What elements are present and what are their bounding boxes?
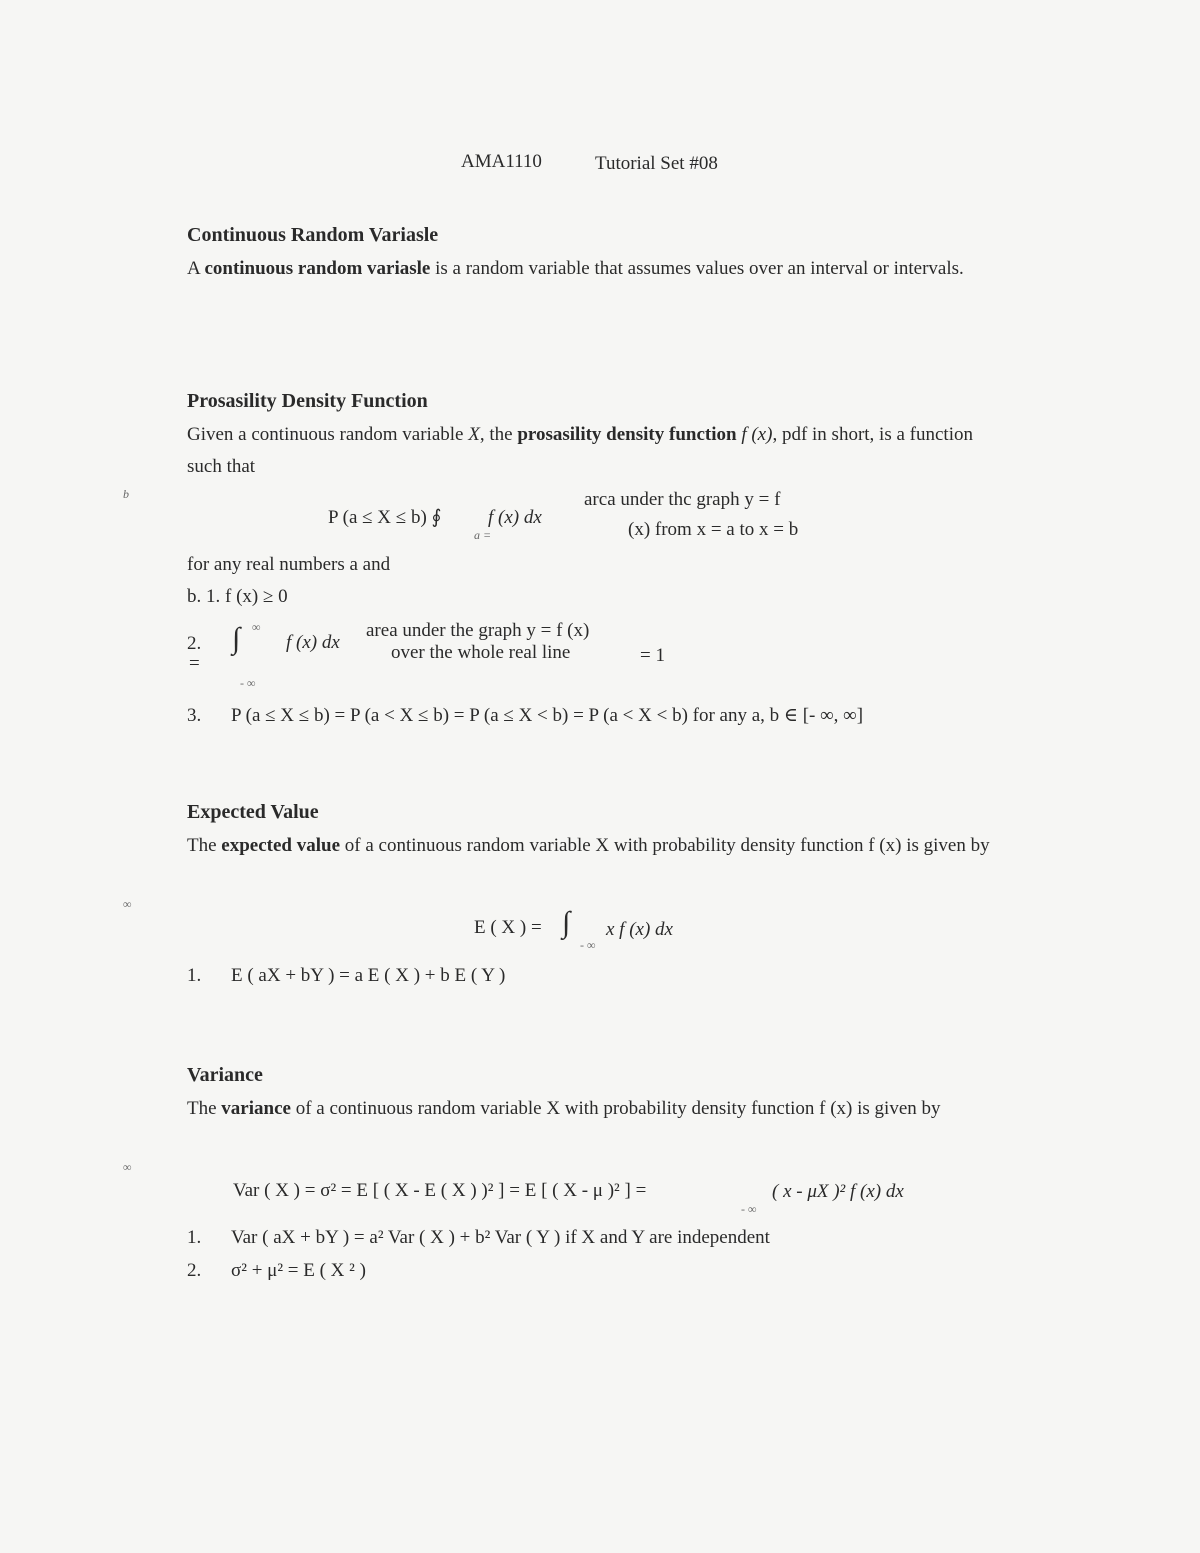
pdf-prop2-fx: f (x) dx xyxy=(286,632,340,653)
pdf-text-b: , the xyxy=(479,424,518,445)
pdf-formula-lhs: P (a ≤ X ≤ b) ∮ xyxy=(328,507,442,528)
ev-item-1: E ( aX + bY ) = a E ( X ) + b E ( Y ) xyxy=(231,965,506,986)
pdf-text-a: Given a continuous random variable xyxy=(187,424,469,445)
tutorial-set-title: Tutorial Set #08 xyxy=(595,153,718,174)
ev-formula-rhs: x f (x) dx xyxy=(606,919,673,940)
pdf-margin-mark: b xyxy=(123,487,129,501)
pdf-text-c: , pdf in short, is a function such that xyxy=(187,424,973,477)
crv-paragraph xyxy=(187,253,1037,285)
pdf-formula-limits: a = xyxy=(474,528,492,542)
ev-heading: Expected Value xyxy=(187,801,319,823)
pdf-heading: Prosasility Density Function xyxy=(187,390,428,412)
crv-heading: Continuous Random Variasle xyxy=(187,224,439,246)
crv-bold-term: continuous random variasle xyxy=(204,258,431,279)
ev-margin-mark: ∞ xyxy=(123,897,132,911)
pdf-bold-term: prosasility density function xyxy=(517,424,737,445)
var-bold-term: variance xyxy=(221,1098,291,1119)
pdf-for-any: for any real numbers a and xyxy=(187,554,391,575)
var-text-b: of a continuous random variable X with probability density function f (x) is given by xyxy=(290,1098,941,1119)
pdf-prop3-number: 3. xyxy=(187,705,202,726)
pdf-area-line1: arca under thc graph y = f xyxy=(584,489,781,510)
ev-integral-lower: - ∞ xyxy=(580,938,596,952)
pdf-prop2-area1: area under the graph y = f (x) xyxy=(366,620,590,641)
var-margin-mark: ∞ xyxy=(123,1160,132,1174)
var-integral-lower: - ∞ xyxy=(741,1202,757,1216)
var-item-2: σ² + μ² = E ( X ² ) xyxy=(231,1260,366,1281)
ev-formula-lhs: E ( X ) = xyxy=(474,917,542,938)
var-text-a: The xyxy=(187,1098,222,1119)
ev-text-a: The xyxy=(187,835,222,856)
var-item-1: Var ( aX + bY ) = a² Var ( X ) + b² Var ( Y ) if X and Y are independent xyxy=(231,1227,770,1248)
var-item2-number: 2. xyxy=(187,1260,202,1281)
integral-lower-limit: - ∞ xyxy=(240,676,256,690)
pdf-prop2-number: 2. xyxy=(187,633,202,654)
var-formula-rhs: ( x - μX )² f (x) dx xyxy=(772,1181,904,1202)
pdf-property-3: P (a ≤ X ≤ b) = P (a < X ≤ b) = P (a ≤ X < b) = P (a < X < b) for any a, b ∈ [- ∞, ∞] xyxy=(231,705,864,726)
pdf-prop2-value: = 1 xyxy=(640,645,665,666)
integral-upper-limit: ∞ xyxy=(252,620,261,634)
crv-text-a: A xyxy=(187,258,205,279)
pdf-property-1: b. 1. f (x) ≥ 0 xyxy=(187,586,288,607)
pdf-paragraph xyxy=(187,419,977,483)
var-paragraph xyxy=(187,1093,1037,1125)
ev-paragraph xyxy=(187,830,1037,862)
ev-bold-term: expected value xyxy=(221,835,341,856)
pdf-prop2-eq: = xyxy=(189,653,200,674)
integral-sign: ∫ xyxy=(232,622,241,655)
var-formula-lhs: Var ( X ) = σ² = E [ ( X - E ( X ) )² ] = E [ ( X - μ )² ] = xyxy=(233,1180,647,1201)
pdf-area-line2: (x) from x = a to x = b xyxy=(628,519,799,540)
ev-integral-sign: ∫ xyxy=(562,906,571,939)
var-item1-number: 1. xyxy=(187,1227,202,1248)
pdf-fx: f (x) xyxy=(741,424,773,445)
var-heading: Variance xyxy=(187,1064,263,1086)
ev-item1-number: 1. xyxy=(187,965,202,986)
pdf-formula-rhs: f (x) dx xyxy=(488,507,542,528)
pdf-prop2-area2: over the whole real line xyxy=(391,642,571,663)
crv-text-b: is a random variable that assumes values over an interval or intervals. xyxy=(430,258,964,279)
ev-text-b: of a continuous random variable X with probability density function f (x) is given by xyxy=(340,835,990,856)
pdf-var-x: X xyxy=(468,424,480,445)
course-code: AMA1110 xyxy=(461,151,542,172)
